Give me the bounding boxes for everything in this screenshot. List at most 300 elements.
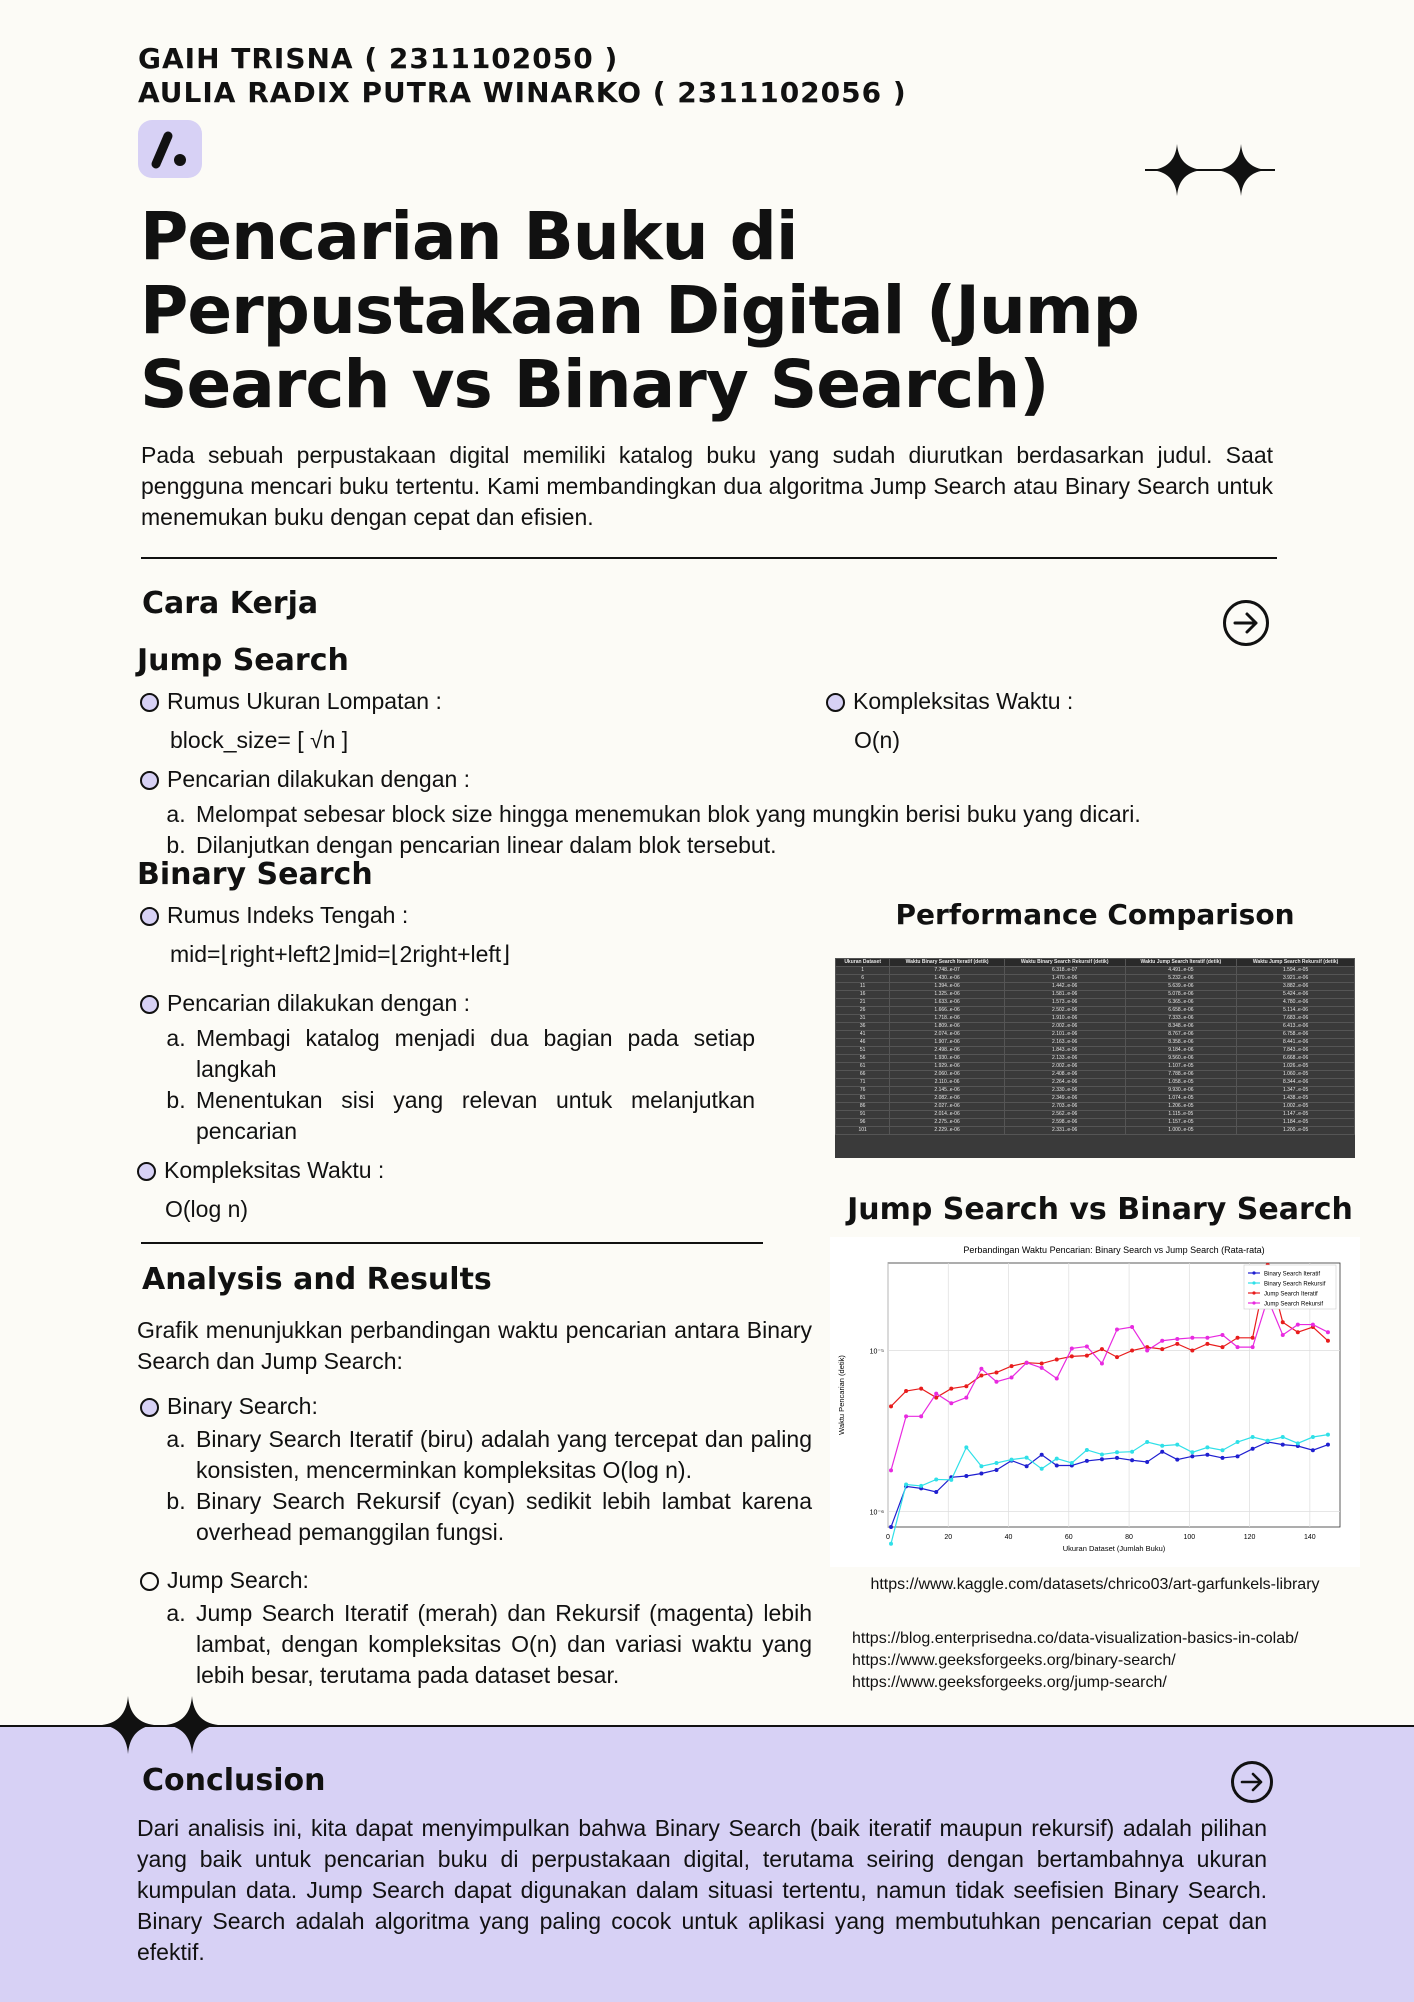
table-cell: 21 (836, 999, 890, 1007)
binary-pencarian (140, 988, 755, 1147)
data-point (1085, 1459, 1089, 1463)
jump-rumus-value: block_size= [ √n ] (170, 727, 349, 753)
table-cell: 1.157..e-05 (1125, 1119, 1237, 1127)
table-cell: 3.882..e-06 (1237, 983, 1355, 991)
results-table (835, 958, 1355, 1135)
table-row (836, 1119, 1355, 1127)
arrow-right-icon (1226, 603, 1266, 643)
data-point (1251, 1435, 1255, 1439)
x-tick-label: 60 (1064, 1534, 1073, 1541)
table-cell: 9.930..e-06 (1125, 1087, 1237, 1095)
data-point (1130, 1349, 1134, 1353)
data-point (1205, 1336, 1209, 1340)
data-point (904, 1414, 908, 1418)
table-cell: 11 (836, 983, 890, 991)
data-point (1326, 1339, 1330, 1343)
data-point (1281, 1443, 1285, 1447)
table-cell: 6.758..e-06 (1237, 1031, 1355, 1039)
bullet-icon (140, 1572, 159, 1591)
data-point (1251, 1345, 1255, 1349)
data-point (994, 1371, 998, 1375)
table-cell: 1.438..e-05 (1237, 1095, 1355, 1103)
intro-paragraph: Pada sebuah perpustakaan digital memiliki katalog buku yang sudah diurutkan berdasarkan judul. Saat pengguna mencari buku tertentu. Kami membandingkan dua algoritma Jump Search atau Binary Search untuk menemukan buku dengan cepat dan efisien. (141, 442, 1273, 530)
table-cell: 1.929..e-06 (890, 1063, 1005, 1071)
table-cell: 86 (836, 1103, 890, 1111)
table-cell: 2.014..e-06 (890, 1111, 1005, 1119)
table-cell: 1.200..e-05 (1237, 1127, 1355, 1135)
data-point (1205, 1342, 1209, 1346)
list-item: b. Menentukan sisi yang relevan untuk melanjutkan pencarian (192, 1085, 755, 1147)
data-point (1025, 1464, 1029, 1468)
table-cell: 31 (836, 1015, 890, 1023)
table-cell: 3.921..e-06 (1237, 975, 1355, 983)
data-point (979, 1472, 983, 1476)
table-row (836, 1047, 1355, 1055)
table-cell: 2.275..e-06 (890, 1119, 1005, 1127)
table-cell: 2.331..e-06 (1004, 1127, 1125, 1135)
binary-rumus-value: mid=⌊right+left2⌋mid=⌊2right+left⌋ (170, 941, 511, 967)
table-cell: 1.026..e-05 (1237, 1063, 1355, 1071)
line-chart (830, 1237, 1360, 1567)
data-point (934, 1490, 938, 1494)
bullet-icon (137, 1162, 156, 1181)
table-row (836, 1111, 1355, 1119)
table-cell: 1.002..e-05 (1237, 1103, 1355, 1111)
data-point (1115, 1450, 1119, 1454)
table-cell: 2.101..e-06 (1004, 1031, 1125, 1039)
data-point (1296, 1323, 1300, 1327)
data-point (1040, 1467, 1044, 1471)
table-cell: 2.502..e-06 (1004, 1007, 1125, 1015)
performance-table (835, 958, 1355, 1158)
data-point (994, 1468, 998, 1472)
arrow-circle-icon (1231, 1761, 1273, 1803)
list-item: a. Jump Search Iteratif (merah) dan Rekursif (magenta) lebih lambat, dengan kompleksitas O(n) dan variasi waktu yang lebih besar, terutama pada dataset besar. (192, 1598, 812, 1691)
legend-entry: Jump Search Rekursif (1264, 1301, 1324, 1308)
legend-entry: Binary Search Iteratif (1264, 1271, 1321, 1278)
data-point (1055, 1457, 1059, 1461)
data-point (1311, 1448, 1315, 1452)
table-cell: 6.658..e-06 (1125, 1007, 1237, 1015)
table-cell: 6 (836, 975, 890, 983)
data-point (1145, 1460, 1149, 1464)
data-point (1175, 1342, 1179, 1346)
table-cell: 6.413..e-06 (1237, 1023, 1355, 1031)
table-cell: 2.027..e-06 (890, 1103, 1005, 1111)
x-tick-label: 40 (1004, 1534, 1013, 1541)
table-cell: 6.668..e-06 (1237, 1055, 1355, 1063)
table-cell: 1.442..e-06 (1004, 983, 1125, 991)
bullet-icon (140, 693, 159, 712)
title-line-1: Pencarian Buku di (140, 198, 798, 275)
data-point (1100, 1362, 1104, 1366)
legend-marker (1252, 1291, 1255, 1294)
data-point (1190, 1454, 1194, 1458)
table-row (836, 1039, 1355, 1047)
data-point (919, 1387, 923, 1391)
table-row (836, 1103, 1355, 1111)
bullet-icon (140, 771, 159, 790)
data-point (1160, 1347, 1164, 1351)
table-row (836, 1079, 1355, 1087)
data-point (904, 1482, 908, 1486)
data-point (979, 1373, 983, 1377)
data-point (1145, 1440, 1149, 1444)
cara-kerja-heading: Cara Kerja (142, 586, 319, 621)
table-cell: 66 (836, 1071, 890, 1079)
data-point (1311, 1323, 1315, 1327)
data-point (1055, 1357, 1059, 1361)
table-cell: 26 (836, 1007, 890, 1015)
conclusion-text: Dari analisis ini, kita dapat menyimpulkan bahwa Binary Search (baik iteratif maupun rekursif) adalah pilihan yang baik untuk pencarian buku di perpustakaan digital, terutama seiring dengan bertambahnya ukuran kumpulan data. Jump Search dapat digunakan dalam situasi tertentu, namun tidak seefisien Binary Search. Binary Search adalah algoritma yang paling cocok untuk aplikasi yang membutuhkan pencarian cepat dan efektif. (137, 1815, 1267, 1965)
table-cell: 8.358..e-06 (1125, 1039, 1237, 1047)
table-cell: 2.133..e-06 (1004, 1055, 1125, 1063)
table-cell: 1.573..e-06 (1004, 999, 1125, 1007)
jump-rumus-label: Rumus Ukuran Lompatan : (167, 688, 442, 714)
table-cell: 1.930..e-06 (890, 1055, 1005, 1063)
table-cell: 2.002..e-06 (1004, 1063, 1125, 1071)
data-point (1085, 1354, 1089, 1358)
table-row (836, 1063, 1355, 1071)
data-point (1326, 1433, 1330, 1437)
binary-rumus (140, 900, 510, 970)
binary-kompleksitas-value: O(log n) (165, 1196, 249, 1222)
jump-kompleksitas (826, 686, 1073, 756)
table-cell: 5.639..e-06 (1125, 983, 1237, 991)
data-point (1236, 1440, 1240, 1444)
series-line (891, 1442, 1328, 1527)
x-tick-label: 0 (886, 1534, 890, 1541)
list-item: b. Binary Search Rekursif (cyan) sedikit lebih lambat karena overhead pemanggilan fungsi. (192, 1486, 812, 1548)
table-cell: 41 (836, 1031, 890, 1039)
table-cell: 2.598..e-06 (1004, 1119, 1125, 1127)
analysis-binary (140, 1391, 812, 1548)
jump-pencarian-label: Pencarian dilakukan dengan : (167, 766, 471, 792)
data-point (889, 1468, 893, 1472)
data-point (919, 1414, 923, 1418)
data-point (1236, 1345, 1240, 1349)
table-row (836, 1015, 1355, 1023)
jump-kompleksitas-label: Kompleksitas Waktu : (853, 688, 1074, 714)
data-point (1025, 1361, 1029, 1365)
table-cell: 16 (836, 991, 890, 999)
conclusion-heading: Conclusion (142, 1763, 326, 1798)
table-row (836, 975, 1355, 983)
table-row (836, 1007, 1355, 1015)
legend-marker (1252, 1271, 1255, 1274)
page-title (140, 200, 1290, 422)
bullet-icon (140, 907, 159, 926)
data-point (1085, 1344, 1089, 1348)
table-cell: 2.163..e-06 (1004, 1039, 1125, 1047)
table-cell: 56 (836, 1055, 890, 1063)
data-point (964, 1445, 968, 1449)
table-cell: 8.344..e-06 (1237, 1079, 1355, 1087)
binary-pencarian-label: Pencarian dilakukan dengan : (167, 990, 471, 1016)
table-cell: 91 (836, 1111, 890, 1119)
title-line-3: Search vs Binary Search) (140, 346, 1049, 423)
table-cell: 96 (836, 1119, 890, 1127)
list-item: a. Melompat sebesar block size hingga menemukan blok yang mungkin berisi buku yang dicari. (192, 799, 1300, 830)
analysis-heading: Analysis and Results (142, 1262, 492, 1297)
legend-entry: Binary Search Rekursif (1264, 1281, 1326, 1288)
bullet-icon (826, 693, 845, 712)
table-cell: 1.184..e-05 (1237, 1119, 1355, 1127)
data-point (979, 1464, 983, 1468)
analysis-intro: Grafik menunjukkan perbandingan waktu pencarian antara Binary Search dan Jump Search: (137, 1317, 812, 1374)
data-point (1160, 1339, 1164, 1343)
jump-search-heading: Jump Search (137, 643, 349, 678)
data-point (1100, 1457, 1104, 1461)
table-cell: 1.107..e-05 (1125, 1063, 1237, 1071)
data-point (1281, 1333, 1285, 1337)
table-row (836, 1023, 1355, 1031)
data-point (934, 1392, 938, 1396)
data-point (1205, 1445, 1209, 1449)
table-cell: 4.780..e-06 (1237, 999, 1355, 1007)
table-cell: 9.560..e-06 (1125, 1055, 1237, 1063)
chart-container (830, 1237, 1360, 1567)
data-point (949, 1387, 953, 1391)
legend-marker (1252, 1301, 1255, 1304)
data-point (1205, 1453, 1209, 1457)
data-point (1326, 1330, 1330, 1334)
table-cell: 71 (836, 1079, 890, 1087)
table-cell: 2.408..e-06 (1004, 1071, 1125, 1079)
table-cell: 1.347..e-05 (1237, 1087, 1355, 1095)
jump-kompleksitas-value: O(n) (854, 727, 900, 753)
logo (138, 120, 202, 178)
table-cell: 7.748..e-07 (890, 967, 1005, 975)
table-cell: 1.430..e-06 (890, 975, 1005, 983)
data-point (1296, 1441, 1300, 1445)
data-point (1070, 1354, 1074, 1358)
data-point (1190, 1450, 1194, 1454)
x-tick-label: 120 (1243, 1534, 1256, 1541)
data-point (1100, 1347, 1104, 1351)
table-cell: 2.562..e-06 (1004, 1111, 1125, 1119)
table-cell: 1.470..e-06 (1004, 975, 1125, 983)
table-header-cell: Waktu Jump Search Rekursif (detik) (1237, 959, 1355, 967)
x-tick-label: 100 (1183, 1534, 1196, 1541)
data-point (1175, 1337, 1179, 1341)
y-axis-label: Waktu Pencarian (detik) (837, 1355, 846, 1435)
table-cell: 81 (836, 1095, 890, 1103)
table-cell: 2.229..e-06 (890, 1127, 1005, 1135)
data-point (979, 1367, 983, 1371)
x-tick-label: 20 (944, 1534, 953, 1541)
data-point (1281, 1320, 1285, 1324)
data-point (1281, 1435, 1285, 1439)
divider (141, 1242, 763, 1244)
table-cell: 9.184..e-06 (1125, 1047, 1237, 1055)
reference-link[interactable]: https://www.geeksforgeeks.org/jump-search/ (852, 1674, 1167, 1691)
x-tick-label: 80 (1125, 1534, 1133, 1541)
table-cell: 2.498..e-06 (890, 1047, 1005, 1055)
table-cell: 5.424..e-06 (1237, 991, 1355, 999)
table-cell: 1.594..e-05 (1237, 967, 1355, 975)
table-cell: 7.843..e-06 (1237, 1047, 1355, 1055)
data-point (1115, 1355, 1119, 1359)
table-cell: 7.788..e-06 (1125, 1071, 1237, 1079)
table-cell: 1.809..e-06 (890, 1023, 1005, 1031)
data-point (1010, 1375, 1014, 1379)
table-cell: 1.074..e-05 (1125, 1095, 1237, 1103)
data-point (934, 1477, 938, 1481)
data-point (1266, 1439, 1270, 1443)
sparkle-decoration-icon (1145, 140, 1275, 200)
data-point (1025, 1456, 1029, 1460)
data-point (919, 1484, 923, 1488)
table-cell: 1 (836, 967, 890, 975)
data-point (1040, 1453, 1044, 1457)
y-tick-label: 10⁻⁵ (869, 1348, 884, 1356)
table-cell: 46 (836, 1039, 890, 1047)
data-point (1130, 1458, 1134, 1462)
table-cell: 1.910..e-06 (1004, 1015, 1125, 1023)
table-cell: 7.683..e-06 (1237, 1015, 1355, 1023)
table-row (836, 1031, 1355, 1039)
binary-kompleksitas-label: Kompleksitas Waktu : (164, 1157, 385, 1183)
reference-link[interactable]: https://blog.enterprisedna.co/data-visualization-basics-in-colab/ (852, 1630, 1299, 1647)
dataset-link[interactable]: https://www.kaggle.com/datasets/chrico03/art-garfunkels-library (870, 1576, 1320, 1593)
data-point (1251, 1336, 1255, 1340)
data-point (949, 1401, 953, 1405)
table-row (836, 967, 1355, 975)
data-point (994, 1461, 998, 1465)
y-tick-label: 10⁻⁶ (869, 1509, 884, 1517)
table-cell: 76 (836, 1087, 890, 1095)
data-point (1130, 1325, 1134, 1329)
binary-kompleksitas (137, 1155, 384, 1225)
data-point (1160, 1444, 1164, 1448)
data-point (949, 1478, 953, 1482)
data-point (1100, 1452, 1104, 1456)
x-tick-label: 140 (1304, 1534, 1316, 1541)
performance-heading: Performance Comparison (895, 898, 1295, 931)
table-cell: 1.058..e-05 (1125, 1079, 1237, 1087)
data-point (1160, 1450, 1164, 1454)
table-row (836, 1071, 1355, 1079)
binary-search-heading: Binary Search (137, 857, 373, 892)
authors (138, 42, 907, 110)
data-point (1296, 1330, 1300, 1334)
table-row (836, 1055, 1355, 1063)
data-point (1220, 1456, 1224, 1460)
data-point (1220, 1448, 1224, 1452)
data-point (1236, 1336, 1240, 1340)
data-point (889, 1542, 893, 1546)
reference-links (852, 1628, 1298, 1694)
sparkle-decoration-icon (96, 1692, 224, 1758)
data-point (1145, 1349, 1149, 1353)
title-line-2: Perpustakaan Digital (Jump (140, 272, 1139, 349)
data-point (1236, 1454, 1240, 1458)
table-header-cell: Ukuran Dataset (836, 959, 890, 967)
data-point (1040, 1366, 1044, 1370)
table-cell: 7.333..e-06 (1125, 1015, 1237, 1023)
logo-mark-icon (138, 120, 202, 178)
data-point (1190, 1336, 1194, 1340)
bullet-icon (140, 995, 159, 1014)
data-point (889, 1404, 893, 1408)
table-cell: 61 (836, 1063, 890, 1071)
analysis-jump (140, 1565, 812, 1691)
data-point (1251, 1447, 1255, 1451)
table-cell: 8.441..e-06 (1237, 1039, 1355, 1047)
arrow-circle-icon (1223, 600, 1269, 646)
data-point (1070, 1461, 1074, 1465)
table-cell: 1.147..e-05 (1237, 1111, 1355, 1119)
table-cell: 1.581..e-06 (1004, 991, 1125, 999)
table-cell: 101 (836, 1127, 890, 1135)
data-point (1055, 1377, 1059, 1381)
data-point (904, 1389, 908, 1393)
data-point (1040, 1362, 1044, 1366)
table-cell: 1.115..e-05 (1125, 1111, 1237, 1119)
data-point (1055, 1463, 1059, 1467)
data-point (964, 1474, 968, 1478)
data-point (1190, 1349, 1194, 1353)
table-cell: 6.365..e-06 (1125, 999, 1237, 1007)
list-item: a. Membagi katalog menjadi dua bagian pada setiap langkah (192, 1023, 755, 1085)
table-cell: 1.060..e-05 (1237, 1071, 1355, 1079)
table-cell: 1.907..e-06 (890, 1039, 1005, 1047)
table-cell: 1.843..e-06 (1004, 1047, 1125, 1055)
table-cell: 2.330..e-06 (1004, 1087, 1125, 1095)
table-cell: 2.082..e-06 (890, 1095, 1005, 1103)
table-cell: 6.318..e-07 (1004, 967, 1125, 975)
table-cell: 1.633..e-06 (890, 999, 1005, 1007)
chart-title: Perbandingan Waktu Pencarian: Binary Search vs Jump Search (Rata-rata) (963, 1245, 1265, 1255)
table-cell: 1.666..e-06 (890, 1007, 1005, 1015)
table-row (836, 999, 1355, 1007)
data-point (1220, 1345, 1224, 1349)
reference-link[interactable]: https://www.geeksforgeeks.org/binary-search/ (852, 1652, 1176, 1669)
table-cell: 51 (836, 1047, 890, 1055)
author-2: AULIA RADIX PUTRA WINARKO ( 2311102056 ) (138, 76, 907, 109)
jump-pencarian (140, 764, 1300, 861)
table-cell: 4.491..e-05 (1125, 967, 1237, 975)
table-cell: 2.002..e-06 (1004, 1023, 1125, 1031)
table-header-cell: Waktu Binary Search Rekursif (detik) (1004, 959, 1125, 967)
table-cell: 1.000..e-05 (1125, 1127, 1237, 1135)
table-row (836, 983, 1355, 991)
binary-rumus-label: Rumus Indeks Tengah : (167, 902, 409, 928)
analysis-binary-label: Binary Search: (167, 1393, 318, 1419)
table-cell: 1.325..e-06 (890, 991, 1005, 999)
arrow-right-icon (1234, 1764, 1270, 1800)
table-cell: 1.718..e-06 (890, 1015, 1005, 1023)
author-1: GAIH TRISNA ( 2311102050 ) (138, 42, 619, 75)
legend-entry: Jump Search Iteratif (1264, 1291, 1318, 1298)
table-cell: 8.767..e-06 (1125, 1031, 1237, 1039)
divider (141, 557, 1277, 559)
table-cell: 8.348..e-06 (1125, 1023, 1237, 1031)
data-point (964, 1396, 968, 1400)
table-header-cell: Waktu Jump Search Iteratif (detik) (1125, 959, 1237, 967)
chart-heading: Jump Search vs Binary Search (847, 1192, 1353, 1227)
table-cell: 2.349..e-06 (1004, 1095, 1125, 1103)
table-cell: 1.206..e-05 (1125, 1103, 1237, 1111)
table-cell: 2.060..e-06 (890, 1071, 1005, 1079)
data-point (1115, 1456, 1119, 1460)
list-item: b. Dilanjutkan dengan pencarian linear dalam blok tersebut. (192, 830, 1300, 861)
data-point (1010, 1364, 1014, 1368)
data-point (1220, 1333, 1224, 1337)
data-point (889, 1525, 893, 1529)
analysis-jump-label: Jump Search: (167, 1567, 309, 1593)
